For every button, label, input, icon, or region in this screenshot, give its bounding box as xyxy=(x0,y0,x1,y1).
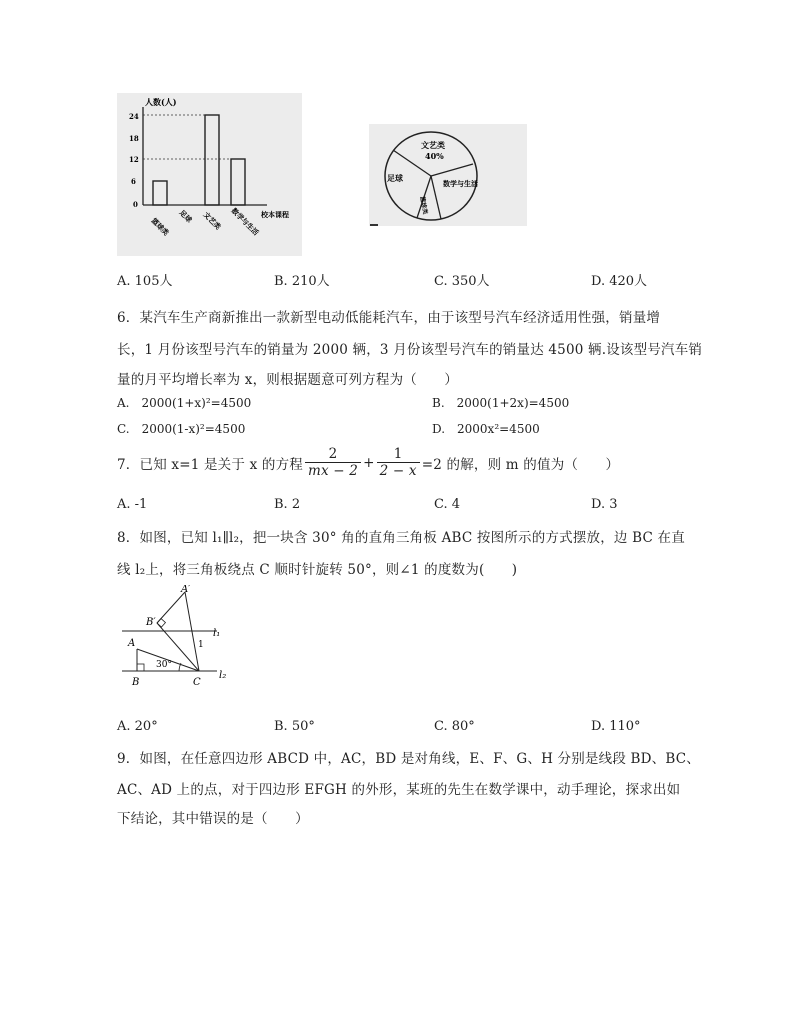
q7-prefix: 7．已知 x=1 是关于 x 的方程 xyxy=(117,456,303,473)
tick-6: 6 xyxy=(131,177,136,186)
q6-option-c[interactable]: C. 2000(1-x)²=4500 xyxy=(117,422,246,436)
q7-frac2-den: 2 − x xyxy=(379,463,417,479)
q7-option-d[interactable]: D. 3 xyxy=(591,497,618,512)
q6-option-d[interactable]: D. 2000x²=4500 xyxy=(432,422,540,436)
pie-label-basketball: 篮球类 xyxy=(418,195,429,215)
xlabel-basketball: 篮球类 xyxy=(149,216,171,238)
pie-label-arts: 文艺类 xyxy=(421,140,445,150)
label-b: B xyxy=(132,677,140,688)
q7-frac2-num: 1 xyxy=(377,446,420,463)
q5-option-b[interactable]: B. 210人 xyxy=(274,274,330,289)
q8-line-1: 8．如图，已知 l₁∥l₂，把一块含 30° 角的直角三角板 ABC 按图所示的方式摆放，边 BC 在直 xyxy=(117,530,685,546)
label-l1: l₁ xyxy=(213,628,221,639)
xlabel-arts: 文艺类 xyxy=(201,210,223,232)
q8-option-a[interactable]: A. 20° xyxy=(117,719,158,734)
bar-basketball xyxy=(153,181,167,205)
label-angle-1: 1 xyxy=(198,640,204,650)
q7-frac1-num: 2 xyxy=(305,446,361,463)
q5-option-c[interactable]: C. 350人 xyxy=(434,274,490,289)
pie-chart-svg xyxy=(369,124,527,226)
label-a-prime: A′ xyxy=(181,585,191,595)
xlabel-math: 数学与生活 xyxy=(229,206,261,238)
tick-24: 24 xyxy=(129,112,139,121)
q6-line-1: 6．某汽车生产商新推出一款新型电动低能耗汽车，由于该型号汽车经济适用性强，销量增 xyxy=(117,310,661,326)
q7-option-c[interactable]: C. 4 xyxy=(434,497,461,512)
bar-math xyxy=(231,159,245,205)
q7-option-a[interactable]: A. -1 xyxy=(117,497,148,512)
q7-plus: + xyxy=(363,454,375,471)
q7-fraction-2 xyxy=(377,446,420,479)
pie-corner-mark xyxy=(370,224,378,226)
q7-fraction-1 xyxy=(305,446,361,479)
pie-label-math: 数学与生活 xyxy=(443,179,478,188)
xlabel-football: 足球 xyxy=(177,208,194,225)
q8-option-d[interactable]: D. 110° xyxy=(591,719,641,734)
q9-line-2: AC、AD 上的点，对于四边形 EFGH 的外形，某班的先生在数学课中，动手理论，探求出如 xyxy=(117,782,681,798)
label-angle-30: 30° xyxy=(156,660,172,670)
tick-12: 12 xyxy=(129,155,139,164)
tick-18: 18 xyxy=(129,134,139,143)
q8-geometry-figure xyxy=(117,585,242,690)
pie-label-percent: 40% xyxy=(425,151,444,161)
bar-arts xyxy=(205,115,219,205)
q7-stem xyxy=(117,446,619,479)
q8-geometry-svg xyxy=(117,585,242,690)
q7-suffix: =2 的解，则 m 的值为（ ） xyxy=(421,456,620,473)
bar-xlabel: 校本课程 xyxy=(261,210,289,219)
label-a: A xyxy=(128,638,136,649)
q6-option-b[interactable]: B. 2000(1+2x)=4500 xyxy=(432,396,570,410)
label-c: C xyxy=(193,677,201,688)
label-b-prime: B′ xyxy=(146,617,156,628)
pie-label-football: 足球 xyxy=(387,173,403,183)
bar-chart-svg xyxy=(117,93,302,256)
q5-option-a[interactable]: A. 105人 xyxy=(117,274,173,289)
q6-line-3: 量的月平均增长率为 x，则根据题意可列方程为（ ） xyxy=(117,372,459,388)
q9-line-1: 9．如图，在任意四边形 ABCD 中，AC，BD 是对角线，E、F、G、H 分别是线段 BD、BC、 xyxy=(117,751,700,767)
q9-line-3: 下结论，其中错误的是（ ） xyxy=(117,811,309,827)
q7-frac1-den: mx − 2 xyxy=(307,463,359,479)
bar-chart-figure xyxy=(117,93,302,256)
bar-ylabel: 人数(人) xyxy=(145,97,177,107)
q6-option-a[interactable]: A. 2000(1+x)²=4500 xyxy=(117,396,252,410)
q8-option-c[interactable]: C. 80° xyxy=(434,719,475,734)
q8-option-b[interactable]: B. 50° xyxy=(274,719,315,734)
q5-option-d[interactable]: D. 420人 xyxy=(591,274,648,289)
q6-line-2: 长，1 月份该型号汽车的销量为 2000 辆，3 月份该型号汽车的销量达 4500 辆.设该型号汽车销 xyxy=(117,342,703,358)
q7-option-b[interactable]: B. 2 xyxy=(274,497,301,512)
tick-0: 0 xyxy=(133,200,138,209)
label-l2: l₂ xyxy=(219,670,227,681)
q8-line-2: 线 l₂上，将三角板绕点 C 顺时针旋转 50°，则∠1 的度数为( ) xyxy=(117,562,518,578)
pie-chart-figure xyxy=(369,124,527,226)
